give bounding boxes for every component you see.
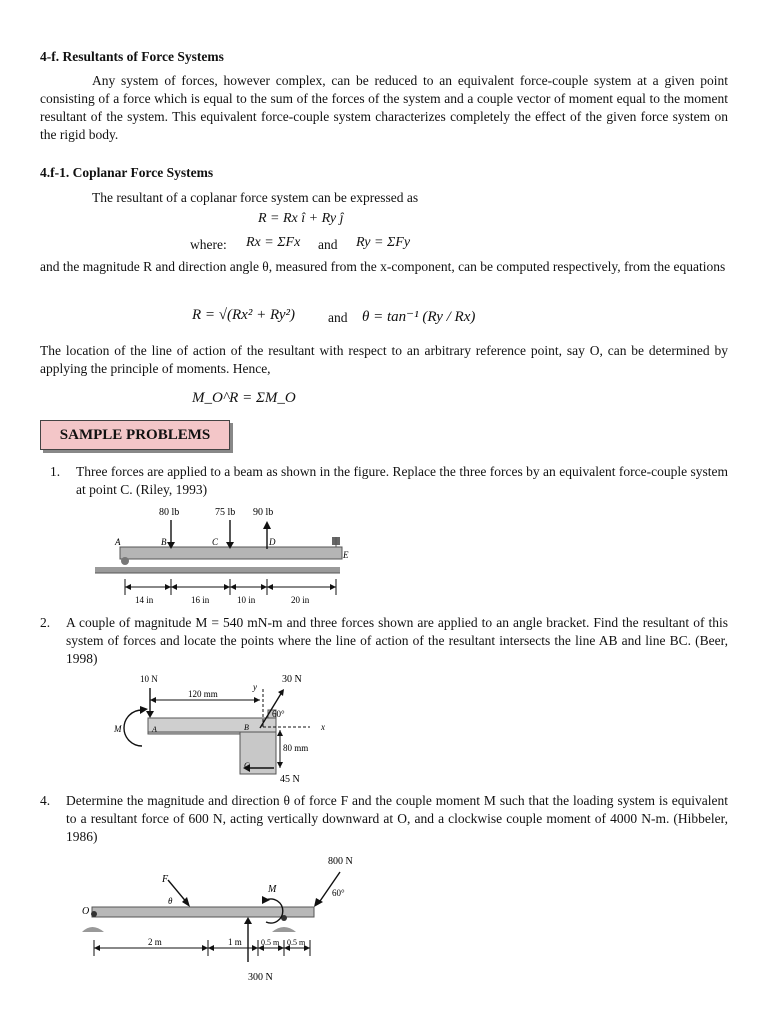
angle-60-p4: 60° <box>332 888 345 898</box>
force-10N: 10 N <box>140 674 158 684</box>
problem-2-text: A couple of magnitude M = 540 mN-m and three forces shown are applied to an angle bracket. Find the resultant of this system of forces and locate the points where the line of action of the resultant intersects the line AB and line BC. (Beer, 1998) <box>66 615 728 666</box>
point-C-label: C <box>244 761 250 770</box>
point-label-B: B <box>161 537 167 547</box>
point-label-A: A <box>115 537 121 547</box>
angle-theta-label: θ <box>168 896 173 906</box>
problem-2-bracket-figure <box>110 670 340 788</box>
section-heading: 4-f. Resultants of Force Systems <box>40 49 224 64</box>
axis-y-label: y <box>253 682 257 692</box>
angle-60: 60° <box>272 709 285 719</box>
and-label-2: and <box>328 310 348 325</box>
force-F-label: F <box>162 874 169 885</box>
point-label-C: C <box>212 537 219 547</box>
problem-1-text: Three forces are applied to a beam as shown in the figure. Replace the three forces by an equivalent force-couple system at point C. (Riley, 1993) <box>76 464 728 497</box>
force-30N: 30 N <box>282 674 302 685</box>
dim-120mm: 120 mm <box>188 689 218 699</box>
problem-1-beam-figure <box>95 505 355 610</box>
equation-resultant-vector: R = Rx î + Ry ĵ <box>258 211 344 226</box>
equation-theta: θ = tan⁻¹ (Ry / Rx) <box>362 309 476 325</box>
and-label-1: and <box>318 237 338 252</box>
where-label: where: <box>190 237 227 252</box>
problem-2-number: 2. <box>40 615 51 630</box>
moments-paragraph: The location of the line of action of the resultant with respect to an arbitrary reference point, say O, can be determined by applying the principle of moments. Hence, <box>40 343 728 376</box>
problem-4-beam-figure <box>80 852 380 987</box>
point-B-label: B <box>244 723 249 732</box>
point-A-label: A <box>152 725 157 734</box>
force-label-75: 75 lb <box>215 507 236 518</box>
subsection-heading: 4.f-1. Coplanar Force Systems <box>40 165 214 180</box>
equation-rx: Rx = ΣFx <box>246 235 301 250</box>
dim-1m: 1 m <box>228 937 242 947</box>
problem-1-number: 1. <box>50 464 61 479</box>
sample-problems-banner: SAMPLE PROBLEMS <box>40 420 230 450</box>
equation-ry: Ry = ΣFy <box>356 235 411 250</box>
problem-4-text: Determine the magnitude and direction θ of force F and the couple moment M such that the loading system is equivalent to a resultant force of 600 N, acting vertically downward at O, and a clockwise couple moment of 4000 N-m. (Hibbeler, 1986) <box>66 793 728 844</box>
equation-moment: M_O^R = ΣM_O <box>192 390 296 406</box>
dim-20in: 20 in <box>291 595 310 605</box>
intro-paragraph: Any system of forces, however complex, can be reduced to an equivalent force-couple system at a given point consisting of a force which is equal to the sum of the forces of the system and a couple vector of moment equal to the moment resultant of the system. This equivalent force-couple system characterizes completely the effect of the given force system on the rigid body. <box>40 73 728 142</box>
force-45N: 45 N <box>280 774 300 785</box>
subsection-line1: The resultant of a coplanar force system can be expressed as <box>92 190 419 205</box>
dim-0.5m-a: 0.5 m <box>261 938 280 947</box>
dim-16in: 16 in <box>191 595 210 605</box>
dim-2m: 2 m <box>148 937 162 947</box>
dim-0.5m-b: 0.5 m <box>287 938 306 947</box>
force-label-90: 90 lb <box>253 507 274 518</box>
force-label-80: 80 lb <box>159 507 180 518</box>
couple-M-label: M <box>114 724 122 734</box>
dim-14in: 14 in <box>135 595 154 605</box>
axis-x-label: x <box>321 722 325 732</box>
point-O-label: O <box>82 906 90 917</box>
dim-80mm: 80 mm <box>283 743 309 753</box>
point-label-E: E <box>343 550 349 560</box>
point-label-D: D <box>269 537 276 547</box>
magnitude-paragraph: and the magnitude R and direction angle θ, measured from the x-component, can be computed respectively, from the equations <box>40 259 726 274</box>
problem-4-number: 4. <box>40 793 51 808</box>
force-300N: 300 N <box>248 972 273 983</box>
couple-M-label-p4: M <box>268 884 277 895</box>
force-800N: 800 N <box>328 856 353 867</box>
dim-10in: 10 in <box>237 595 256 605</box>
equation-magnitude: R = √(Rx² + Ry²) <box>192 307 295 323</box>
